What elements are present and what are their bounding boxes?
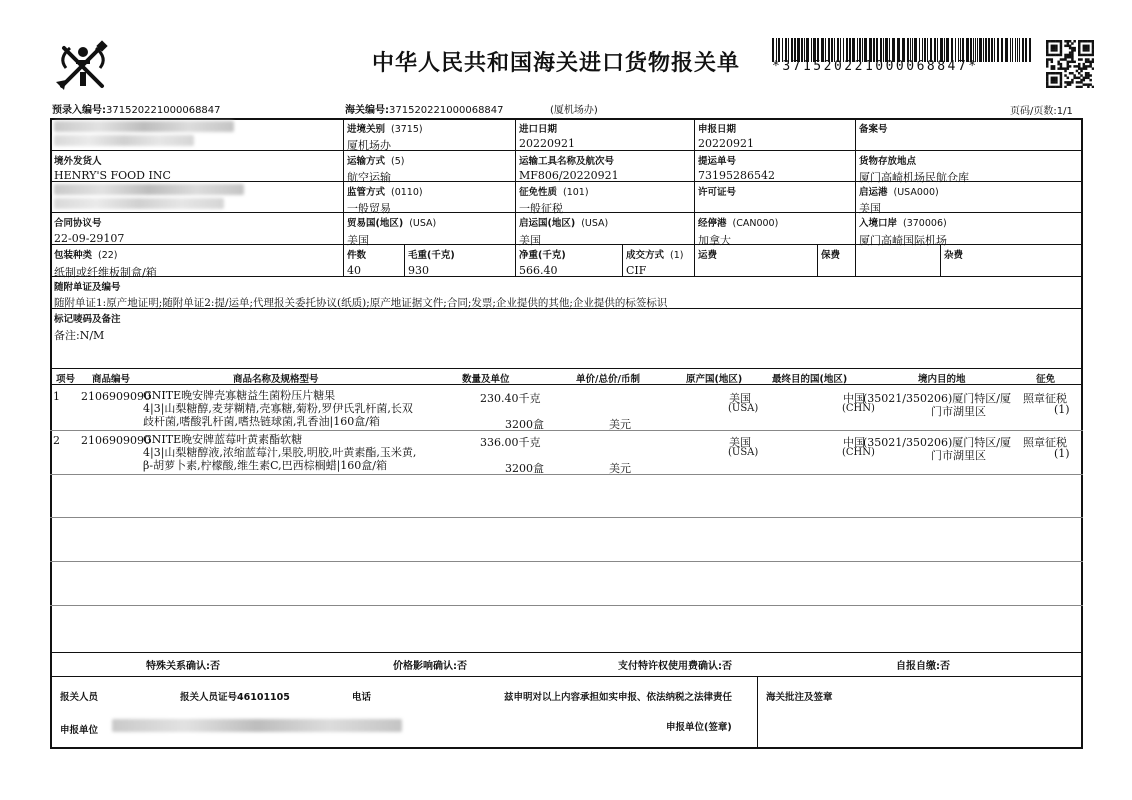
item-origin-code: (USA) [728,447,759,458]
field-marks: 标记唛码及备注 备注:N/M [54,314,121,342]
redacted-consignee [54,121,234,132]
customs-office: (厦机场办) [550,105,598,116]
field-net-weight: 净重(千克) 566.40 [519,250,566,277]
field-contract-no: 合同协议号 22-09-29107 [54,218,125,245]
col-line [694,118,695,276]
col-line [855,118,856,276]
pre-entry-number: 预录入编号:371520221000068847 [52,105,221,116]
field-supervision-mode: 监管方式 (0110) 一般贸易 [347,187,423,215]
goods-line [50,474,1083,475]
field-insurance: 保费 [821,250,841,261]
item-origin: 美国 [729,436,751,449]
item-qty-weight: 336.00千克 [480,436,541,449]
goods-line [50,605,1083,606]
field-license-no: 许可证号 [698,187,737,198]
field-pieces: 件数 40 [347,250,367,277]
col-header-domestic: 境内目的地 [918,374,966,385]
item-dest-code: (CHN) [842,447,875,458]
item-qty-units: 3200盒 [505,418,544,431]
col-header-code: 商品编号 [92,374,131,385]
col-line [404,244,405,276]
declarant-cert: 报关人员证号46101105 [180,692,290,703]
item-origin: 美国 [729,392,751,405]
col-line [817,244,818,276]
field-transport-tool: 运输工具名称及航次号 MF806/20220921 [519,156,619,182]
item-currency: 美元 [609,418,631,431]
redacted-declaring-unit [112,719,402,732]
item-name: GNITE晚安牌蓝莓叶黄素酯软糖 4|3|山梨糖醇液,浓缩蓝莓汁,果胶,明胶,叶黄素酯,玉米黄, β-胡萝卜素,柠檬酸,维生素C,巴西棕榈蜡|160盒/箱 [143,433,417,472]
customs-emblem-icon [52,38,114,96]
field-transport-mode: 运输方式 (5) 航空运输 [347,156,405,184]
item-levy: 照章征税 [1023,392,1067,405]
customs-number: 海关编号:371520221000068847 [345,105,504,116]
item-dest-code: (CHN) [842,403,875,414]
col-line [343,118,344,276]
field-entry-customs: 进境关别 (3715) 厦机场办 [347,124,423,152]
item-currency: 美元 [609,462,631,475]
row-line [50,150,1083,151]
declaring-seal-label: 申报单位(签章) [666,722,732,733]
row-line [50,276,1083,277]
col-line [515,118,516,244]
goods-line [50,561,1083,562]
field-package-type: 包装种类 (22) 纸制或纤维板制盒/箱 [54,250,157,279]
page-title: 中华人民共和国海关进口货物报关单 [372,51,741,76]
declarant-label: 报关人员 [60,692,99,703]
item-dest: 中国 [843,392,865,405]
goods-line [50,517,1083,518]
field-transit-port: 经停港 (CAN000) 加拿大 [698,218,779,247]
field-freight: 运费 [698,250,718,261]
frame-top [50,118,1083,120]
col-header-no: 项号 [56,374,76,385]
field-tax-nature: 征免性质 (101) 一般征税 [519,187,589,215]
field-gross-weight: 毛重(千克) 930 [408,250,455,277]
field-declare-date: 申报日期 20220921 [698,124,754,150]
col-line [515,244,516,276]
item-name: GNITE晚安牌壳寡糖益生菌粉压片糖果 4|3|山梨糖醇,麦芽糊精,壳寡糖,菊粉,罗伊氏乳杆菌,长双 歧杆菌,嗜酸乳杆菌,嗜热链球菌,乳香油|160盒/箱 [143,389,413,428]
item-levy: 照章征税 [1023,436,1067,449]
frame-bottom [50,747,1083,749]
field-import-date: 进口日期 20220921 [519,124,575,150]
field-record-no: 备案号 [859,124,888,135]
item-dest: 中国 [843,436,865,449]
field-departure-country: 启运国(地区) (USA) 美国 [519,218,609,247]
item-levy-code: (1) [1054,403,1070,416]
customs-approval-label: 海关批注及签章 [766,692,833,703]
col-line [622,244,623,276]
col-header-levy: 征免 [1036,374,1056,385]
item-domestic-district: 门市湖里区 [931,449,986,462]
special-relation-confirm: 特殊关系确认:否 [146,661,220,672]
item-qty-weight: 230.40千克 [480,392,541,405]
item-levy-code: (1) [1054,447,1070,460]
item-code: 2106909090 [81,390,151,403]
col-line [940,244,941,276]
row-line [50,676,1083,677]
royalty-confirm: 支付特许权使用费确认:否 [618,661,732,672]
redacted-consignee-name [54,135,194,146]
redacted-consumer-unit-name [54,198,224,209]
barcode-text: *371520221000068847* [772,59,979,74]
col-header-name: 商品名称及规格型号 [233,374,319,385]
col-header-origin: 原产国(地区) [686,374,743,385]
item-code: 2106909090 [81,434,151,447]
legal-statement: 兹申明对以上内容承担如实申报、依法纳税之法律责任 [504,692,733,703]
declaring-unit-label: 申报单位 [60,725,99,736]
field-documents: 随附单证及编号 随附单证1:原产地证明;随附单证2:提/运单;代理报关委托协议(纸质);原产地证据文件;合同;发票;企业提供的其他;企业提供的标签标识 [54,282,668,309]
item-no: 2 [53,434,60,447]
price-impact-confirm: 价格影响确认:否 [393,661,467,672]
col-header-qty: 数量及单位 [462,374,510,385]
qr-code-image [1046,40,1094,88]
field-departure-port: 启运港 (USA000) 美国 [859,187,939,215]
item-domestic-district: 门市湖里区 [931,405,986,418]
row-line [50,368,1083,369]
item-domestic: (35021/350206)厦门特区/厦 [863,392,1011,405]
field-entry-port: 入境口岸 (370006) 厦门高崎国际机场 [859,218,947,247]
page-count: 页码/页数:1/1 [1010,106,1073,117]
field-trade-country: 贸易国(地区) (USA) 美国 [347,218,437,247]
redacted-consumer-unit [54,184,244,195]
field-overseas-shipper: 境外发货人 HENRY'S FOOD INC [54,156,171,182]
item-no: 1 [53,390,60,403]
goods-line [50,430,1083,431]
row-line [50,652,1083,653]
item-qty-units: 3200盒 [505,462,544,475]
item-domestic: (35021/350206)厦门特区/厦 [863,436,1011,449]
col-header-dest: 最终目的国(地区) [772,374,848,385]
field-misc-fee: 杂费 [944,250,964,261]
field-deal-mode: 成交方式 (1) CIF [626,250,684,277]
field-bill-no: 提运单号 73195286542 [698,156,775,182]
field-storage-place: 货物存放地点 厦门高崎机场民航仓库 [859,156,969,184]
phone-label: 电话 [352,692,372,703]
col-line [757,676,758,748]
item-origin-code: (USA) [728,403,759,414]
col-header-price: 单价/总价/币制 [576,374,640,385]
self-pay-confirm: 自报自缴:否 [896,661,950,672]
